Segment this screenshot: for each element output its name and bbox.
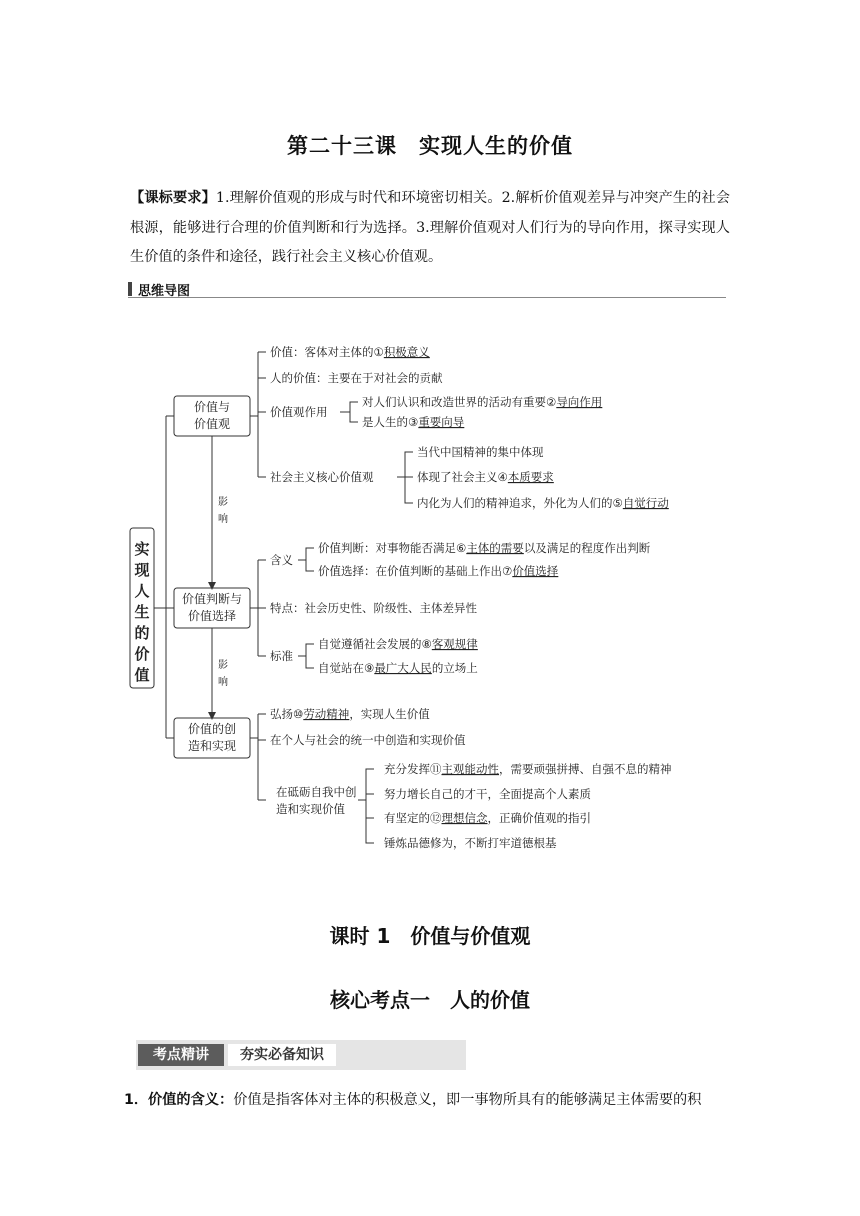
- answer-2: 导向作用: [556, 395, 603, 409]
- answer-3: 重要向导: [418, 415, 465, 429]
- answer-1: 积极意义: [383, 345, 430, 359]
- banner-label-light: 夯实必备知识: [228, 1044, 336, 1066]
- node-self-tempering-1: 在砥砺自我中创: [276, 785, 357, 799]
- node-core-values-b: 体现了社会主义④本质要求: [417, 470, 554, 484]
- root-char: 实: [134, 540, 150, 558]
- mindmap-heading-bar: [128, 280, 726, 298]
- node-human-value: 人的价值：主要在于对社会的贡献: [270, 371, 443, 385]
- root-char: 价: [134, 645, 150, 663]
- answer-10: 劳动精神: [303, 707, 350, 721]
- node-labor-spirit: 弘扬⑩劳动精神，实现人生价值: [270, 707, 430, 721]
- answer-12: 理想信念: [441, 811, 488, 825]
- node-morality: 锤炼品德修为，不断打牢道德根基: [384, 836, 557, 850]
- answer-9: 最广大人民: [374, 661, 432, 675]
- box2-line1: 价值判断与: [181, 592, 243, 606]
- root-char: 生: [134, 603, 150, 621]
- answer-4: 本质要求: [507, 470, 554, 484]
- paragraph-text: 价值是指客体对主体的积极意义，即一事物所具有的能够满足主体需要的积: [233, 1092, 702, 1108]
- paragraph-lead: 1．价值的含义：: [124, 1092, 234, 1108]
- node-initiative: 充分发挥⑪主观能动性，需要顽强拼搏、自强不息的精神: [384, 762, 672, 776]
- node-core-values: 社会主义核心价值观: [270, 470, 374, 484]
- box1-line2: 价值观: [193, 417, 231, 431]
- section-title: 核心考点一 人的价值: [330, 988, 530, 1012]
- box3-line1: 价值的创: [187, 722, 237, 736]
- lesson-title: 课时 1 价值与价值观: [329, 924, 531, 948]
- requirements-text: 1.理解价值观的形成与时代和环境密切相关。2.解析价值观差异与冲突产生的社会根源，能够进行合理的价值判断和行为选择。3.理解价值观对人们行为的导向作用，探寻实现人生价值的条件和途径，践行社会主义核心价值观。: [130, 190, 730, 265]
- node-life-guide: 是人生的③重要向导: [362, 415, 465, 429]
- node-standard-a: 自觉遵循社会发展的⑧客观规律: [318, 637, 478, 651]
- root-char: 值: [134, 666, 150, 684]
- requirements-tag: 【课标要求】: [130, 190, 216, 206]
- influence-label: 响: [218, 514, 228, 525]
- node-core-values-a: 当代中国精神的集中体现: [417, 445, 544, 459]
- node-self-tempering-2: 造和实现价值: [276, 802, 345, 816]
- curriculum-requirements: [130, 184, 730, 273]
- box3-line2: 造和实现: [187, 739, 237, 753]
- root-char: 的: [134, 624, 150, 642]
- box2-line2: 价值选择: [187, 609, 237, 623]
- chapter-title: 第二十三课 实现人生的价值: [287, 134, 573, 158]
- node-value-definition: 价值：客体对主体的①积极意义: [270, 345, 430, 359]
- root-char: 现: [134, 561, 150, 579]
- paragraph-value-definition: [124, 1087, 736, 1113]
- node-ideals: 有坚定的⑫理想信念，正确价值观的指引: [384, 811, 591, 825]
- node-value-judgment: 价值判断：对事物能否满足⑥主体的需要以及满足的程度作出判断: [318, 541, 651, 555]
- answer-7: 价值选择: [512, 564, 559, 578]
- mind-map: [0, 320, 860, 860]
- node-value-choice: 价值选择：在价值判断的基础上作出⑦价值选择: [318, 564, 559, 578]
- arrow-down-icon: [208, 712, 216, 720]
- answer-5: 自觉行动: [622, 496, 669, 510]
- node-standard: 标准: [270, 649, 293, 663]
- node-guiding-role: 对人们认识和改造世界的活动有重要②导向作用: [362, 395, 603, 409]
- answer-6: 主体的需要: [466, 541, 524, 555]
- influence-label: 影: [218, 497, 228, 508]
- node-core-values-c: 内化为人们的精神追求，外化为人们的⑤自觉行动: [417, 496, 669, 510]
- node-values-role: 价值观作用: [270, 405, 328, 419]
- section-banner: [136, 1040, 466, 1070]
- arrow-down-icon: [208, 582, 216, 590]
- heading-marker-icon: [128, 282, 132, 296]
- banner-label-dark: 考点精讲: [138, 1044, 224, 1066]
- answer-8: 客观规律: [431, 637, 478, 651]
- influence-label: 响: [218, 677, 228, 688]
- node-talent: 努力增长自己的才干，全面提高个人素质: [384, 787, 591, 801]
- answer-11: 主观能动性: [441, 762, 499, 776]
- node-meaning: 含义: [270, 553, 293, 567]
- node-unity: 在个人与社会的统一中创造和实现价值: [270, 733, 466, 747]
- node-standard-b: 自觉站在⑨最广大人民的立场上: [318, 661, 478, 675]
- node-features: 特点：社会历史性、阶级性、主体差异性: [270, 601, 477, 615]
- root-char: 人: [134, 582, 150, 600]
- box1-line1: 价值与: [193, 400, 231, 414]
- mindmap-heading: 思维导图: [138, 284, 191, 299]
- influence-label: 影: [218, 660, 228, 671]
